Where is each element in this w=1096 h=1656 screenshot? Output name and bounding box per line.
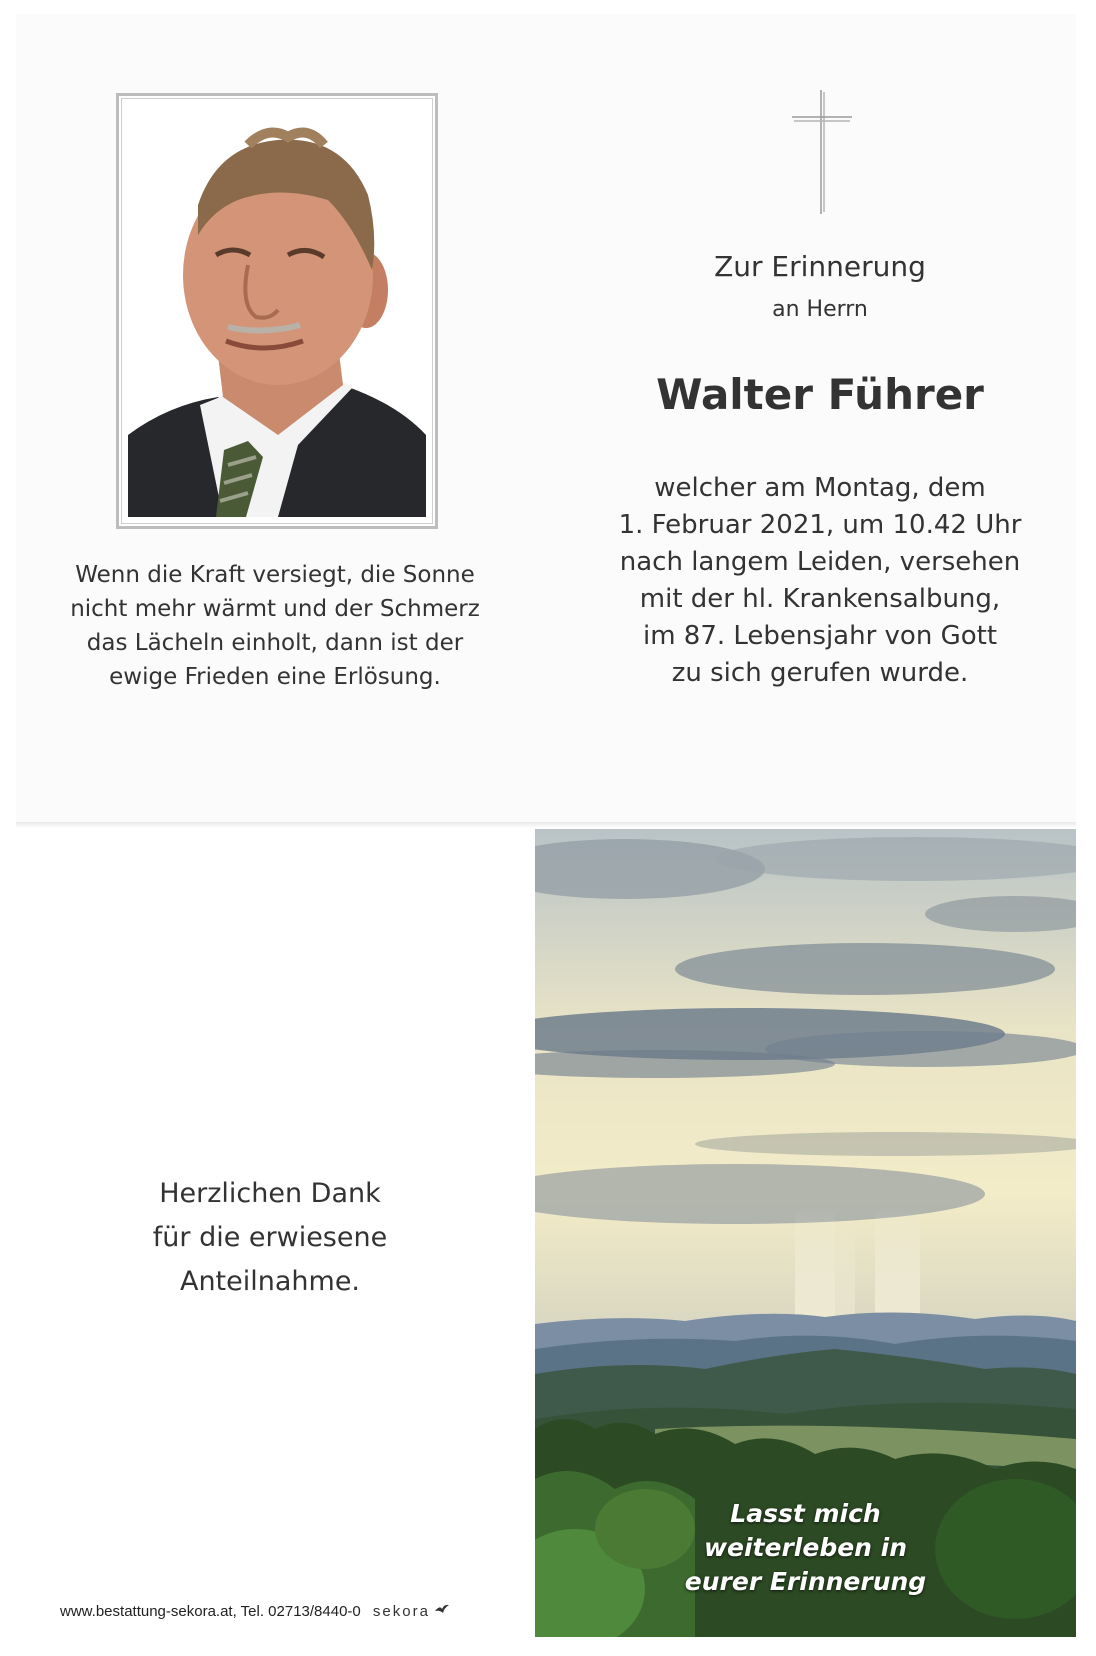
bird-icon	[434, 1603, 450, 1615]
quote-line: Wenn die Kraft versiegt, die Sonne	[75, 562, 475, 588]
motto-line: weiterleben in	[703, 1533, 908, 1562]
thanks-line: Herzlichen Dank	[159, 1178, 381, 1209]
memorial-title: Zur Erinnerung	[714, 250, 926, 283]
details-line: im 87. Lebensjahr von Gott	[642, 621, 998, 651]
details-line: nach langem Leiden, versehen	[619, 547, 1021, 577]
motto-line: Lasst mich	[730, 1499, 881, 1528]
thanks-message	[120, 1172, 420, 1304]
landscape-motto	[535, 1497, 1076, 1599]
deceased-name: Walter Führer	[656, 370, 984, 419]
quote-line: das Lächeln einholt, dann ist der	[86, 630, 464, 656]
landscape-photo	[535, 829, 1076, 1637]
details-line: zu sich gerufen wurde.	[671, 658, 969, 688]
thanks-line: Anteilnahme.	[179, 1266, 361, 1297]
memorial-quote	[50, 558, 500, 694]
footer-contact	[60, 1603, 540, 1620]
sekora-logo: sekora	[372, 1603, 430, 1620]
quote-line: ewige Frieden eine Erlösung.	[109, 664, 441, 690]
thanks-line: für die erwiesene	[152, 1222, 388, 1253]
memorial-details	[600, 470, 1040, 692]
details-line: mit der hl. Krankensalbung,	[639, 584, 1001, 614]
portrait-frame	[116, 93, 438, 529]
memorial-subtitle: an Herrn	[772, 297, 868, 322]
portrait-photo	[128, 105, 426, 517]
cross-icon	[790, 88, 854, 216]
details-line: welcher am Montag, dem	[654, 473, 986, 503]
motto-line: eurer Erinnerung	[684, 1567, 927, 1596]
details-line: 1. Februar 2021, um 10.42 Uhr	[618, 510, 1022, 540]
quote-line: nicht mehr wärmt und der Schmerz	[70, 596, 480, 622]
contact-text: www.bestattung-sekora.at, Tel. 02713/8440-0	[60, 1603, 361, 1620]
